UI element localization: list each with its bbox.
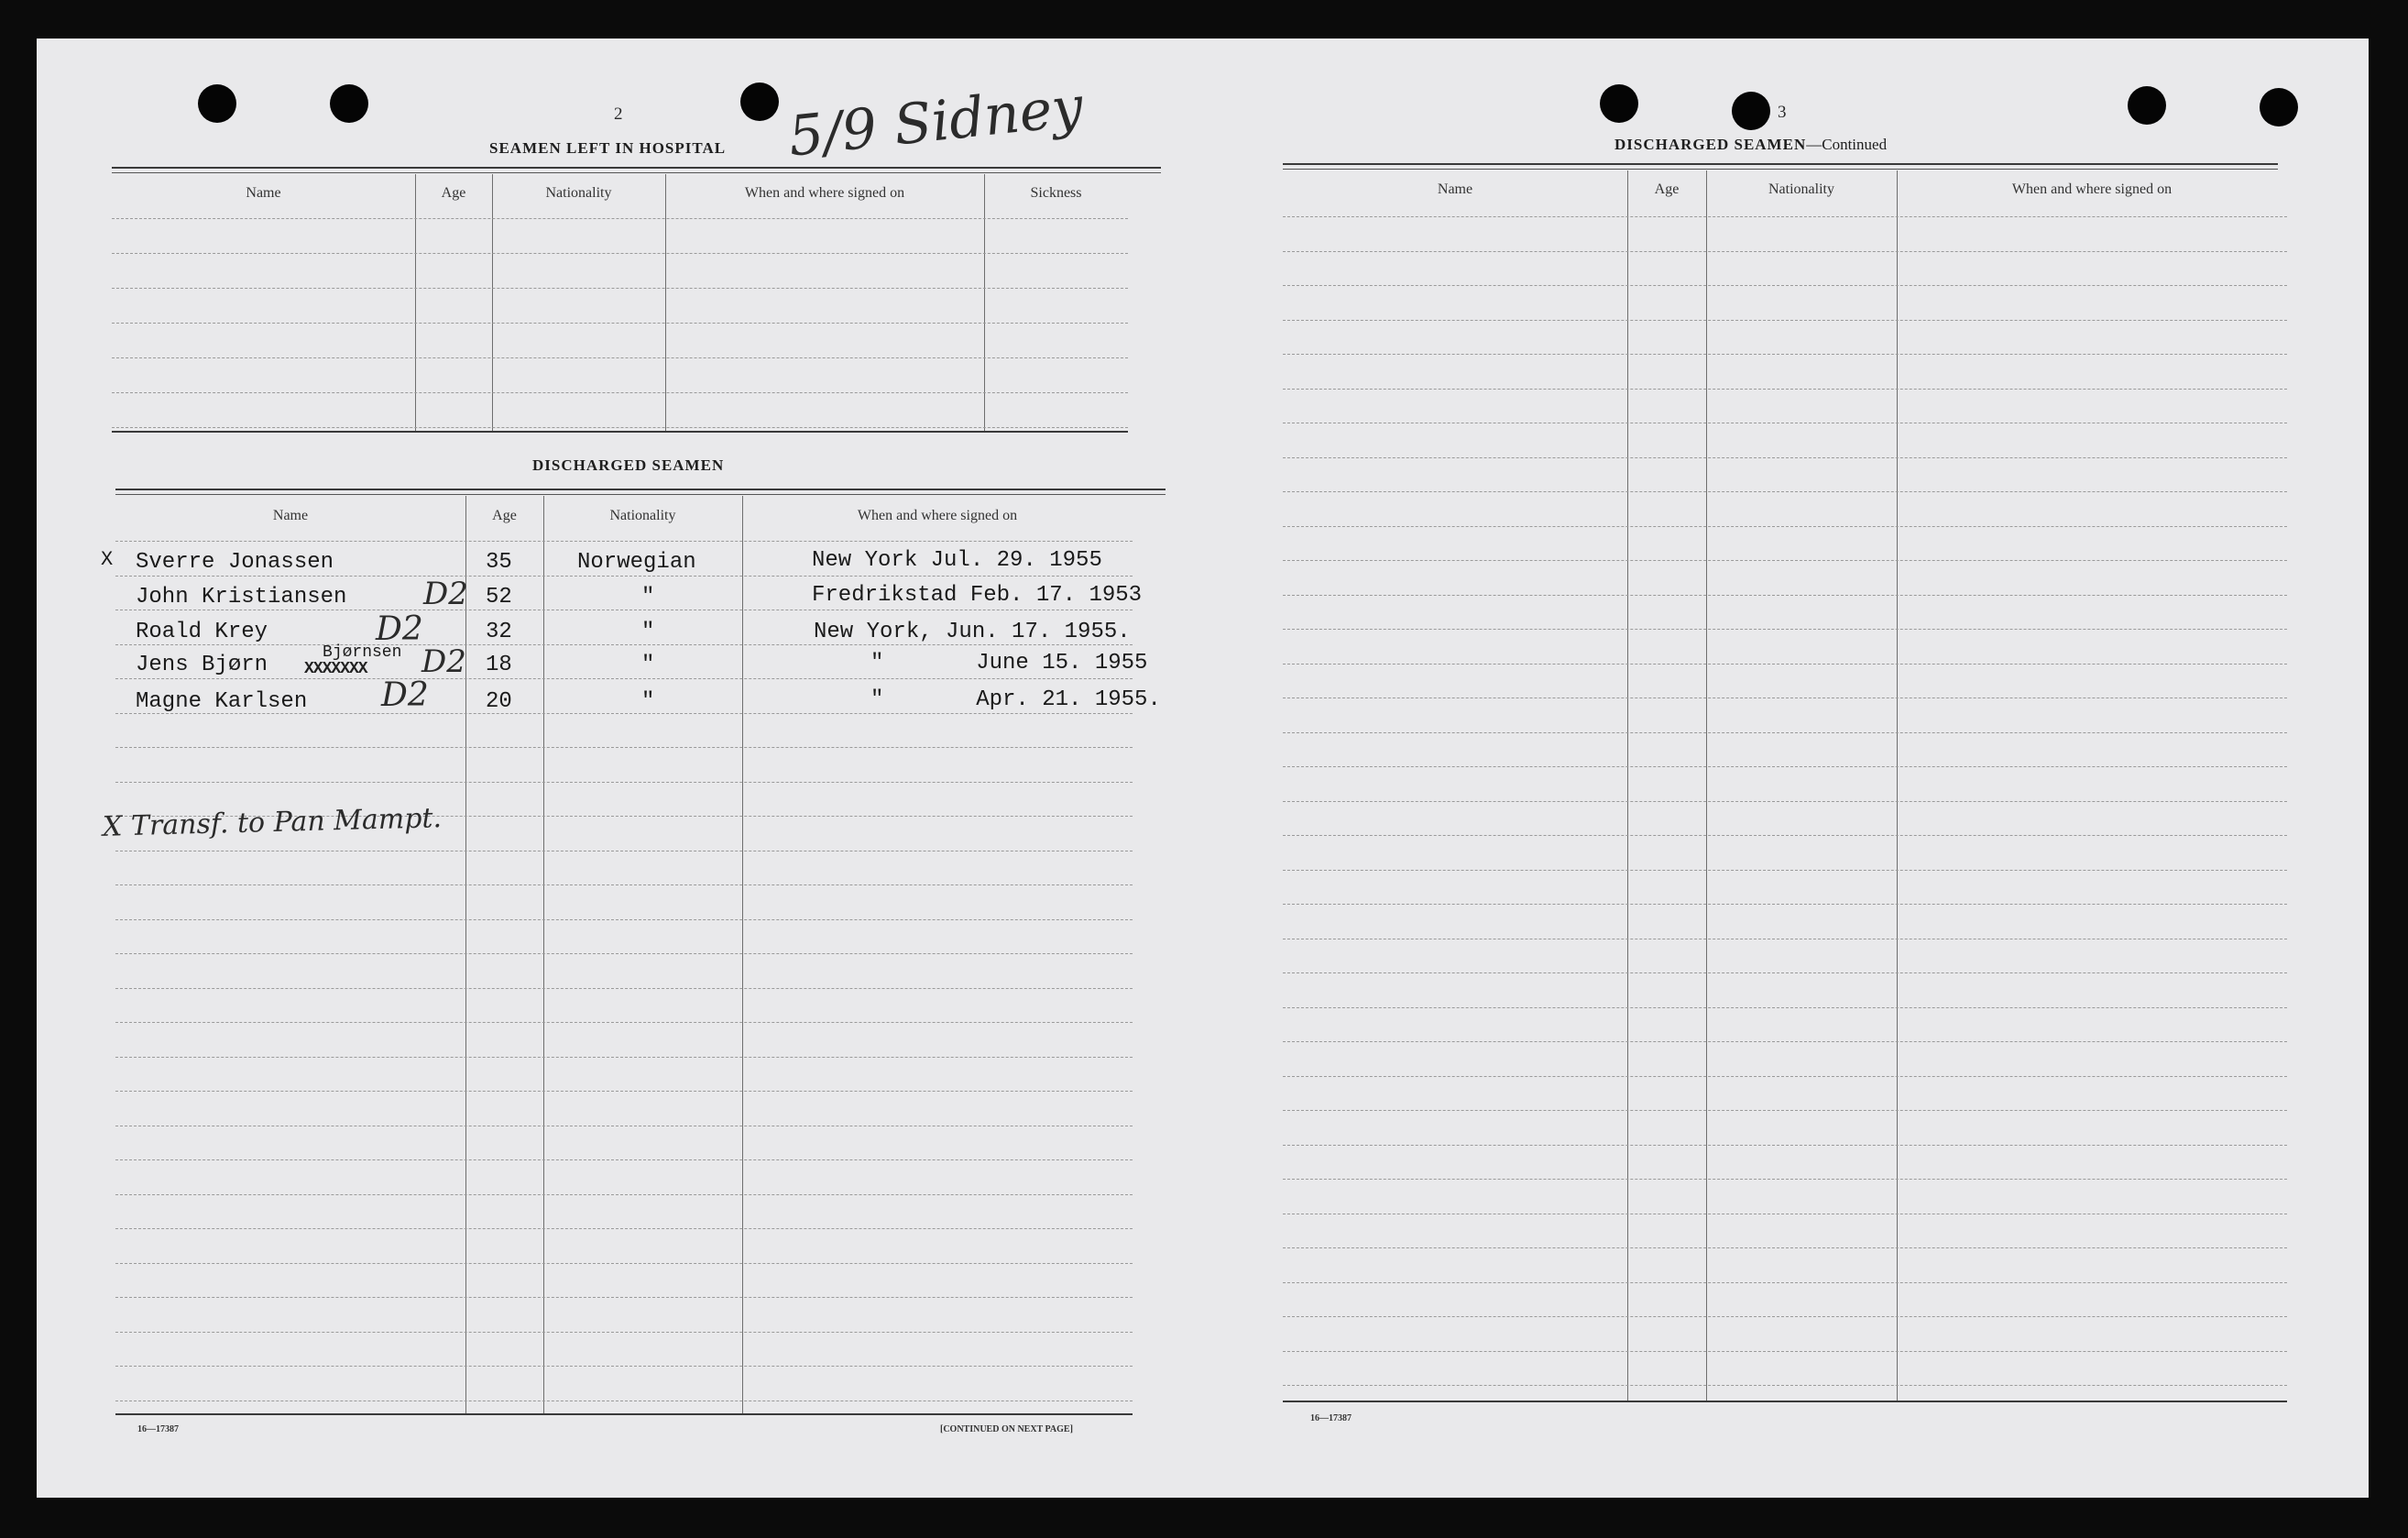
seaman-name: Sverre Jonassen [136, 550, 334, 575]
signed-on: " June 15. 1955 [870, 651, 1148, 676]
row-line [1283, 835, 2287, 836]
row-line [1283, 1247, 2287, 1248]
d2-annotation: D2 [421, 643, 466, 680]
d2-annotation: D2 [376, 610, 423, 648]
row-line [115, 541, 1133, 542]
column-header: Age [492, 508, 517, 523]
column-divider [742, 496, 743, 1413]
document-sheet [37, 38, 2369, 1498]
row-line [1283, 1385, 2287, 1386]
bottom-rule [1283, 1401, 2287, 1402]
row-line [1283, 491, 2287, 492]
hospital-top-rule [112, 167, 1161, 169]
row-line [1283, 285, 2287, 286]
form-number: 16—17387 [1310, 1413, 1352, 1423]
row-line [115, 1332, 1133, 1333]
row-line [1283, 801, 2287, 802]
right-top-rule [1283, 163, 2278, 165]
hospital-section-title: SEAMEN LEFT IN HOSPITAL [489, 139, 727, 157]
row-line [1283, 354, 2287, 355]
page-number: 2 [614, 104, 623, 124]
row-line [112, 427, 1128, 428]
seaman-name: Roald Krey [136, 620, 268, 644]
row-line [1283, 560, 2287, 561]
section-title-text: DISCHARGED SEAMEN [1614, 136, 1807, 153]
row-line [112, 392, 1128, 393]
d2-annotation: D2 [381, 676, 429, 714]
row-line [1283, 732, 2287, 733]
signed-on: New York, Jun. 17. 1955. [814, 620, 1131, 644]
row-line [112, 323, 1128, 324]
row-line [1283, 1351, 2287, 1352]
row-line [1283, 595, 2287, 596]
column-divider [1897, 170, 1898, 1401]
seaman-age: 35 [486, 550, 512, 575]
bottom-rule [115, 1413, 1133, 1415]
column-divider [543, 496, 544, 1413]
row-line [1283, 1110, 2287, 1111]
column-header: Nationality [1768, 181, 1834, 197]
row-line [115, 988, 1133, 989]
row-line [115, 1159, 1133, 1160]
row-line [1283, 251, 2287, 252]
discharged-continued-title [1614, 136, 1887, 154]
seaman-nationality: " [641, 620, 655, 644]
seaman-age: 18 [486, 653, 512, 677]
handwritten-stamp-note: 5/9 Sidney [785, 74, 1087, 170]
left-page [37, 38, 1191, 1498]
seaman-age: 32 [486, 620, 512, 644]
column-header: When and where signed on [744, 185, 905, 201]
row-line [1283, 389, 2287, 390]
column-header: When and where signed on [857, 508, 1018, 523]
discharged-top-rule [115, 489, 1166, 490]
column-header: Age [1654, 181, 1680, 197]
row-line [115, 1194, 1133, 1195]
column-divider [1627, 170, 1628, 1401]
seaman-nationality: " [641, 689, 655, 714]
row-line [1283, 1282, 2287, 1283]
section-title-suffix: —Continued [1806, 136, 1888, 153]
column-header: Age [441, 185, 466, 201]
row-line [115, 644, 1133, 645]
row-line [1283, 1076, 2287, 1077]
row-line [115, 576, 1133, 577]
signed-on: " Apr. 21. 1955. [870, 687, 1161, 712]
column-header: Sickness [1030, 185, 1082, 201]
column-divider [1706, 170, 1707, 1401]
row-line [115, 1297, 1133, 1298]
hospital-top-rule-2 [112, 172, 1161, 173]
column-header: Nationality [545, 185, 612, 201]
row-line [1283, 972, 2287, 973]
row-line [1283, 1145, 2287, 1146]
row-line [1283, 526, 2287, 527]
row-line [1283, 1007, 2287, 1008]
column-divider [465, 496, 466, 1413]
seaman-name: Magne Karlsen [136, 689, 308, 714]
d2-annotation: D2 [423, 576, 468, 612]
row-line [115, 747, 1133, 748]
right-page [1191, 38, 2369, 1498]
row-line [1283, 629, 2287, 630]
row-line [1283, 1179, 2287, 1180]
row-line [112, 288, 1128, 289]
row-line [115, 884, 1133, 885]
struck-text: XXXXXXX [304, 660, 367, 678]
row-line [112, 357, 1128, 358]
row-line [1283, 904, 2287, 905]
column-header: Nationality [609, 508, 676, 523]
row-line [112, 253, 1128, 254]
name-correction: Bjørnsen [323, 643, 402, 662]
row-line [1283, 1041, 2287, 1042]
seaman-age: 20 [486, 689, 512, 714]
column-header: Name [272, 508, 309, 523]
column-header: Name [1437, 181, 1473, 197]
row-line [115, 1057, 1133, 1058]
right-top-rule-2 [1283, 169, 2278, 170]
form-number: 16—17387 [137, 1424, 179, 1434]
handwritten-transfer-note: X Transf. to Pan Mampt. [102, 802, 443, 843]
signed-on: New York Jul. 29. 1955 [812, 548, 1102, 573]
row-line [115, 1228, 1133, 1229]
row-line [115, 1022, 1133, 1023]
seaman-name: John Kristiansen [136, 585, 347, 610]
continued-note: [CONTINUED ON NEXT PAGE] [940, 1424, 1073, 1434]
row-line [1283, 664, 2287, 665]
row-line [1283, 457, 2287, 458]
row-line [115, 919, 1133, 920]
column-header: Name [246, 185, 281, 201]
row-line [115, 1366, 1133, 1367]
column-header: When and where signed on [2011, 181, 2173, 197]
row-line [115, 1091, 1133, 1092]
seaman-age: 52 [486, 585, 512, 610]
discharged-top-rule-2 [115, 494, 1166, 495]
row-line [1283, 1316, 2287, 1317]
row-line [1283, 870, 2287, 871]
page-number: 3 [1778, 103, 1787, 122]
row-line [1283, 216, 2287, 217]
row-line [115, 782, 1133, 783]
row-mark: X [101, 548, 114, 571]
seaman-nationality: " [641, 585, 655, 610]
signed-on: Fredrikstad Feb. 17. 1953 [812, 583, 1143, 608]
row-line [1283, 320, 2287, 321]
row-line [115, 1263, 1133, 1264]
row-line [115, 678, 1133, 679]
row-line [115, 953, 1133, 954]
row-line [112, 218, 1128, 219]
row-line [1283, 766, 2287, 767]
seaman-name: Jens Bjørn [136, 653, 268, 677]
seaman-nationality: Norwegian [577, 550, 696, 575]
discharged-section-title: DISCHARGED SEAMEN [532, 456, 725, 474]
seaman-nationality: " [641, 653, 655, 677]
bottom-rule [112, 431, 1128, 433]
